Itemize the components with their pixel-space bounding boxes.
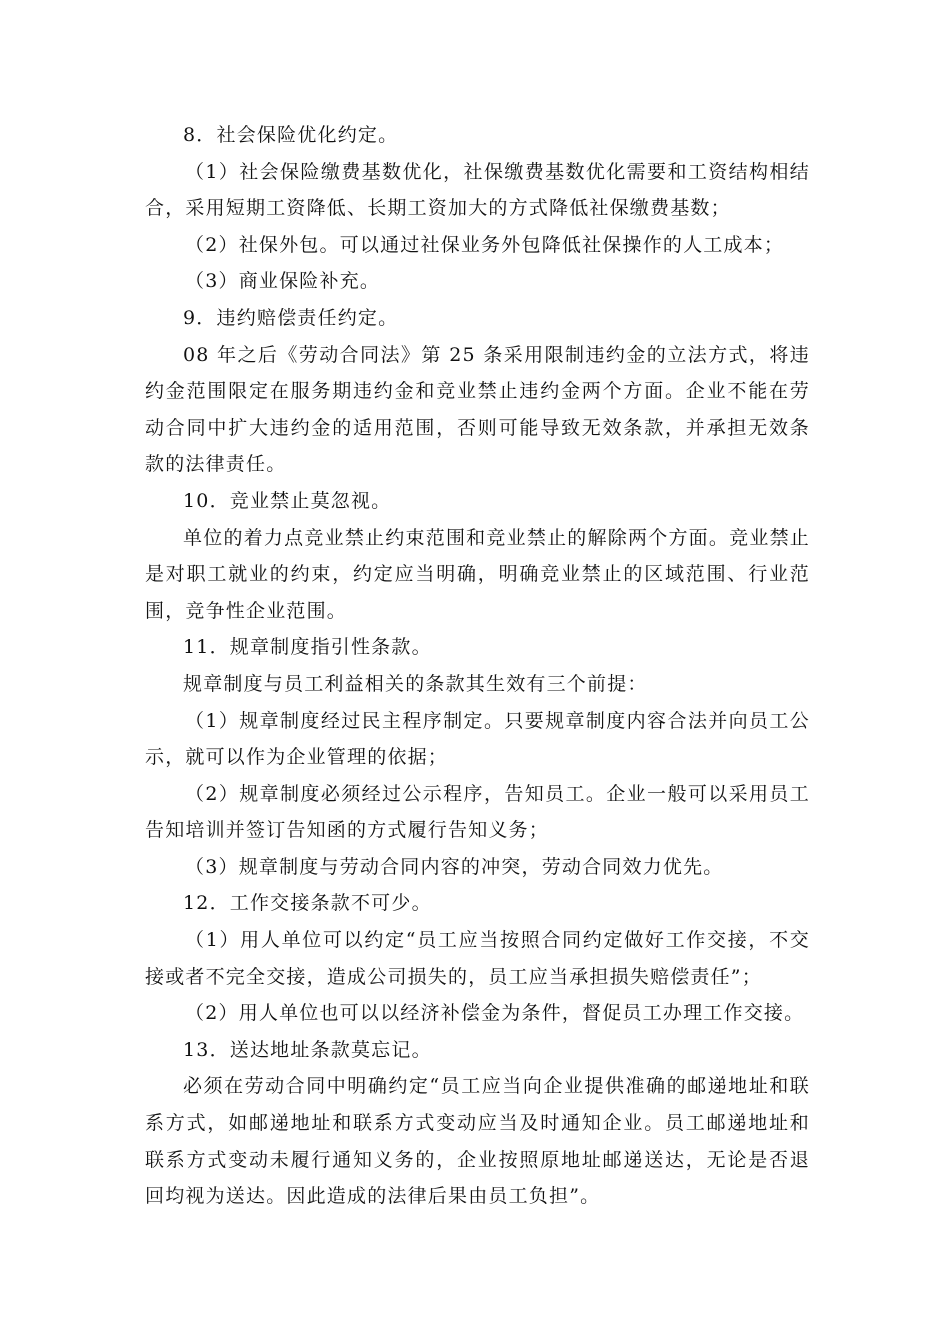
- list-item: （3）商业保险补充。: [185, 270, 381, 293]
- list-item: （2）用人单位也可以以经济补偿金为条件，督促员工办理工作交接。: [185, 1002, 805, 1025]
- document-body: [145, 117, 810, 1215]
- section-heading-9: 9．违约赔偿责任约定。: [183, 306, 399, 329]
- list-item: （1）用人单位可以约定“员工应当按照合同约定做好工作交接，不交接或者不完全交接，造成公司损失的，员工应当承担损失赔偿责任”；: [145, 929, 810, 988]
- section-heading-13: 13．送达地址条款莫忘记。: [183, 1038, 432, 1061]
- section-heading-12: 12．工作交接条款不可少。: [183, 892, 432, 915]
- section-heading-10: 10．竞业禁止莫忽视。: [183, 489, 392, 512]
- list-item: （3）规章制度与劳动合同内容的冲突，劳动合同效力优先。: [185, 855, 724, 878]
- list-item: （1）规章制度经过民主程序制定。只要规章制度内容合法并向员工公示，就可以作为企业管理的依据；: [145, 709, 810, 769]
- body-paragraph: 08 年之后《劳动合同法》第 25 条采用限制违约金的立法方式，将违约金范围限定在服务期违约金和竞业禁止违约金两个方面。企业不能在劳动合同中扩大违约金的适用范围，否则可能导致无效条款，并承担无效条款的法律责任。: [145, 343, 810, 476]
- body-paragraph: 必须在劳动合同中明确约定“员工应当向企业提供准确的邮递地址和联系方式，如邮递地址和联系方式变动应当及时通知企业。员工邮递地址和联系方式变动未履行通知义务的，企业按照原地址邮递送达，无论是否退回均视为送达。因此造成的法律后果由员工负担”。: [145, 1075, 810, 1208]
- list-item: （2）规章制度必须经过公示程序，告知员工。企业一般可以采用员工告知培训并签订告知函的方式履行告知义务；: [145, 782, 810, 842]
- list-item: （1）社会保险缴费基数优化，社保缴费基数优化需要和工资结构相结合，采用短期工资降低、长期工资加大的方式降低社保缴费基数；: [145, 160, 810, 220]
- section-heading-8: 8．社会保险优化约定。: [183, 124, 399, 146]
- body-paragraph: 单位的着力点竞业禁止约束范围和竞业禁止的解除两个方面。竞业禁止是对职工就业的约束，约定应当明确，明确竞业禁止的区域范围、行业范围，竞争性企业范围。: [145, 526, 810, 622]
- section-heading-11: 11．规章制度指引性条款。: [183, 636, 432, 659]
- body-paragraph: 规章制度与员工利益相关的条款其生效有三个前提：: [183, 672, 648, 695]
- list-item: （2）社保外包。可以通过社保业务外包降低社保操作的人工成本；: [185, 233, 785, 256]
